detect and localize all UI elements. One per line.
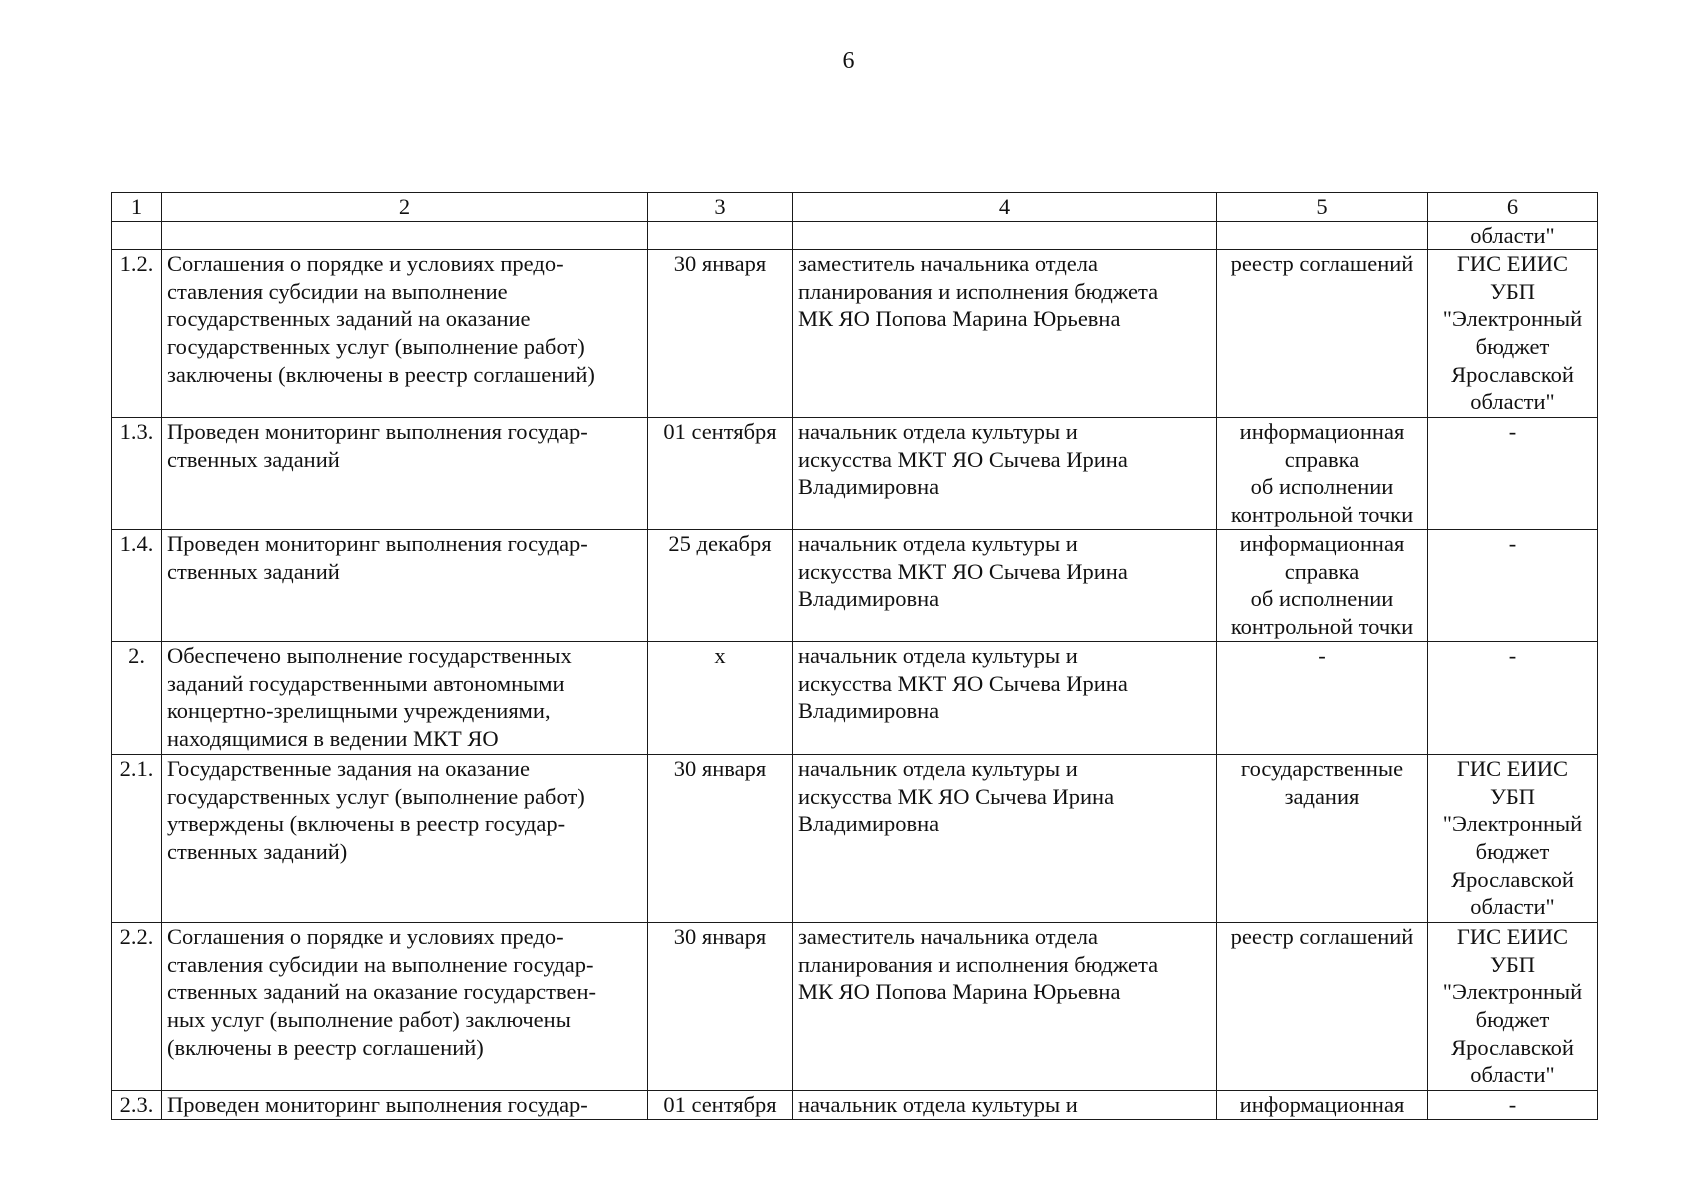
- date-cell: х: [648, 642, 793, 755]
- row-number: 1.2.: [112, 250, 162, 418]
- header-cell-2: 2: [162, 193, 648, 222]
- responsible-cell: начальник отдела культуры и искусства МКТ ЯО Сычева Ирина Владимировна: [793, 642, 1217, 755]
- responsible-cell: [793, 221, 1217, 250]
- date-cell: [648, 221, 793, 250]
- event-cell: Соглашения о порядке и условиях предо- ставления субсидии на выполнение государ- ственных заданий на оказание государствен- ных услуг (выполнение работ) заключены (включены в реестр соглашений): [162, 923, 648, 1091]
- event-cell: Проведен мониторинг выполнения государ- ственных заданий: [162, 530, 648, 642]
- responsible-cell: начальник отдела культуры и искусства МКТ ЯО Сычева Ирина Владимировна: [793, 530, 1217, 642]
- document-cell: -: [1217, 642, 1428, 755]
- date-cell: 30 января: [648, 250, 793, 418]
- page-number: 6: [842, 48, 855, 74]
- row-number: 1.4.: [112, 530, 162, 642]
- row-number: 1.3.: [112, 418, 162, 530]
- row-number: [112, 221, 162, 250]
- responsible-cell: заместитель начальника отдела планирования и исполнения бюджета МК ЯО Попова Марина Юрьевна: [793, 250, 1217, 418]
- responsible-cell: заместитель начальника отдела планирования и исполнения бюджета МК ЯО Попова Марина Юрьевна: [793, 923, 1217, 1091]
- row-number: 2.: [112, 642, 162, 755]
- date-cell: 25 декабря: [648, 530, 793, 642]
- event-cell: Государственные задания на оказание государственных услуг (выполнение работ) утверждены (включены в реестр государ- ственных заданий): [162, 755, 648, 923]
- date-cell: 30 января: [648, 923, 793, 1091]
- row-number: 2.2.: [112, 923, 162, 1091]
- header-cell-5: 5: [1217, 193, 1428, 222]
- document-cell: реестр соглашений: [1217, 923, 1428, 1091]
- document-cell: реестр соглашений: [1217, 250, 1428, 418]
- document-cell: информационная справка об исполнении контрольной точки: [1217, 418, 1428, 530]
- header-cell-4: 4: [793, 193, 1217, 222]
- document-cell: информационная справка об исполнении контрольной точки: [1217, 530, 1428, 642]
- table-row: [112, 642, 1598, 755]
- system-cell: области": [1428, 221, 1598, 250]
- table-row: [112, 1091, 1598, 1120]
- system-cell: -: [1428, 1091, 1598, 1120]
- control-points-table: [111, 192, 1598, 1120]
- system-cell: -: [1428, 642, 1598, 755]
- system-cell: -: [1428, 530, 1598, 642]
- responsible-cell: начальник отдела культуры и искусства МКТ ЯО Сычева Ирина Владимировна: [793, 418, 1217, 530]
- date-cell: 01 сентября: [648, 1091, 793, 1120]
- responsible-cell: начальник отдела культуры и искусства МК ЯО Сычева Ирина Владимировна: [793, 755, 1217, 923]
- row-number: 2.3.: [112, 1091, 162, 1120]
- document-cell: государственные задания: [1217, 755, 1428, 923]
- table-row: [112, 530, 1598, 642]
- system-cell: ГИС ЕИИС УБП "Электронный бюджет Ярославской области": [1428, 923, 1598, 1091]
- responsible-cell: начальник отдела культуры и: [793, 1091, 1217, 1120]
- table-header-row: [112, 193, 1598, 222]
- table-row: [112, 221, 1598, 250]
- event-cell: Проведен мониторинг выполнения государ-: [162, 1091, 648, 1120]
- date-cell: 01 сентября: [648, 418, 793, 530]
- date-cell: 30 января: [648, 755, 793, 923]
- event-cell: [162, 221, 648, 250]
- table-row: [112, 418, 1598, 530]
- document-cell: информационная: [1217, 1091, 1428, 1120]
- header-cell-1: 1: [112, 193, 162, 222]
- system-cell: ГИС ЕИИС УБП "Электронный бюджет Ярославской области": [1428, 755, 1598, 923]
- row-number: 2.1.: [112, 755, 162, 923]
- table-row: [112, 923, 1598, 1091]
- event-cell: Обеспечено выполнение государственных заданий государственными автономными концертно-зрелищными учреждениями, находящимися в ведении МКТ ЯО: [162, 642, 648, 755]
- header-cell-6: 6: [1428, 193, 1598, 222]
- table-row: [112, 250, 1598, 418]
- event-cell: Соглашения о порядке и условиях предо- ставления субсидии на выполнение государственных заданий на оказание государственных услуг (выполнение работ) заключены (включены в реестр соглашений): [162, 250, 648, 418]
- system-cell: ГИС ЕИИС УБП "Электронный бюджет Ярославской области": [1428, 250, 1598, 418]
- event-cell: Проведен мониторинг выполнения государ- ственных заданий: [162, 418, 648, 530]
- table-row: [112, 755, 1598, 923]
- system-cell: -: [1428, 418, 1598, 530]
- document-cell: [1217, 221, 1428, 250]
- header-cell-3: 3: [648, 193, 793, 222]
